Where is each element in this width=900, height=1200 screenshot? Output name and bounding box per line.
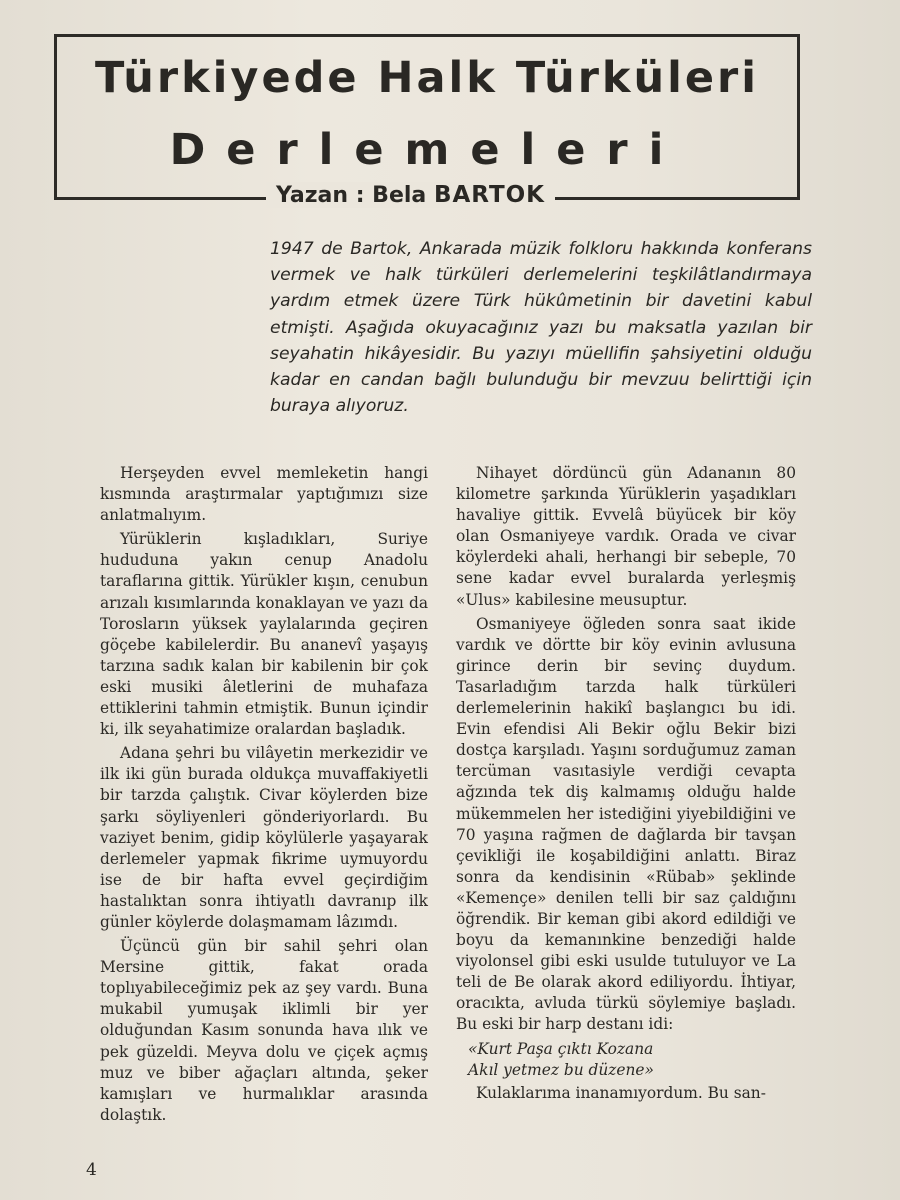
body-paragraph: Kulaklarıma inanamıyordum. Bu san- (476, 1083, 766, 1102)
verse-line: Akıl yetmez bu düzene» (468, 1060, 654, 1079)
body-paragraph: Yürüklerin kışladıkları, Suriye hududuna yakın cenup Anadolu taraflarına gittik. Yürükler kışın, cenubun arızalı kısımlarında konaklayan ve yazı da Torosların yüksek yaylalarında geçiren göçebe kabilelerdir. Bu ananevî yaşayış tarzına sadık kalan bir kabilenin bir çok eski musiki âletlerini de muhafaza ettiklerini tahmin etmiştik. Bunun içindir ki, ilk seyahatimize oralardan başladık. (100, 530, 428, 739)
body-paragraph: Üçüncü gün bir sahil şehri olan Mersine gittik, fakat orada toplıyabileceğimiz pek az şey vardı. Buna mukabil yumuşak iklimli bir yer olduğundan Kasım sonunda hava ılık ve pek güzeldi. Meyva dolu ve çiçek açmış muz ve biber ağaçları altında, şeker kamışları ve hurmalıklar arasında dolaştık. (100, 937, 428, 1124)
page-number: 4 (86, 1160, 97, 1180)
intro-paragraph: 1947 de Bartok, Ankarada müzik folkloru hakkında konferans vermek ve halk türküleri derlemelerini teşkilâtlandırmaya yardım etmek üzere Türk hükûmetinin bir davetini kabul etmişti. Aşağıda okuyacağınız yazı bu maksatla yazılan bir seyahatin hikâyesidir. Bu yazıyı müellifin şahsiyetini olduğu kadar en candan bağlı bulunduğu bir mevzuu belirttiği için buraya alıyoruz. (270, 239, 812, 417)
left-column (100, 463, 428, 1129)
article-title-line-1: Türkiyede Halk Türküleri (95, 53, 759, 103)
body-paragraph: Adana şehri bu vilâyetin merkezidir ve ilk iki gün burada oldukça muvaffakiyetli bir tarzda çalıştık. Civar köylerden bize şarkı söyliyenleri gönderiyorlardı. Bu vaziyet benim, gidip köylülerle yaşayarak derlemeler yapmak fikrime uymuyordu ise de bir hafta evvel geçirdiğim hastalıktan sonra ihtiyatlı davranıp ilk günler köylerde dolaşmamam lâzımdı. (100, 744, 428, 931)
title-frame (54, 34, 800, 200)
byline-prefix: Yazan : Bela (276, 183, 427, 208)
body-paragraph: Osmaniyeye öğleden sonra saat ikide vardık ve dörtte bir köy evinin avlusuna girince derin bir sevinç duydum. Tasarladığım tarzda halk türküleri derlemelerinin hakikî başlangıcı bu idi. Evin efendisi Ali Bekir oğlu Bekir bizi dostça karşıladı. Yaşını sorduğumuz zaman tercüman vasıtasiyle verdiği cevapta ağzında tek diş kalmamış olduğu halde mükemmelen her istediğini yiyebildiğini ve 70 yaşına rağmen de dağlarda bir tavşan çevikliği ile koşabildiğini anlattı. Biraz sonra da kendisinin «Rübab» şeklinde «Kemençe» denilen telli bir saz çaldığını öğrendik. Bir keman gibi akord edildiği ve boyu da kemanınkine benzediği halde viyolonsel gibi eski usulde tutuluyor ve La teli de Be olarak akord ediliyordu. İhtiyar, oracıkta, avluda türkü söylemiye başladı. Bu eski bir harp destanı idi: (456, 614, 796, 1034)
body-paragraph: Nihayet dördüncü gün Adananın 80 kilometre şarkında Yürüklerin yaşadıkları havaliye gittik. Evvelâ büyücek bir köy olan Osmaniyeye vardık. Orada ve civar köylerdeki ahali, herhangi bir sebeple, 70 sene kadar evvel buralarda yerleşmiş «Ulus» kabilesine meusuptur. (456, 464, 796, 609)
right-column (456, 463, 796, 1107)
verse-line: «Kurt Paşa çıktı Kozana (468, 1039, 654, 1058)
article-title-line-2: Derlemeleri (169, 125, 685, 175)
verse-quote (468, 1039, 796, 1081)
byline (266, 182, 555, 208)
body-paragraph: Herşeyden evvel memleketin hangi kısmında araştırmalar yaptığımızı size anlatmalıyım. (100, 464, 428, 525)
author-name: BARTOK (433, 182, 546, 208)
